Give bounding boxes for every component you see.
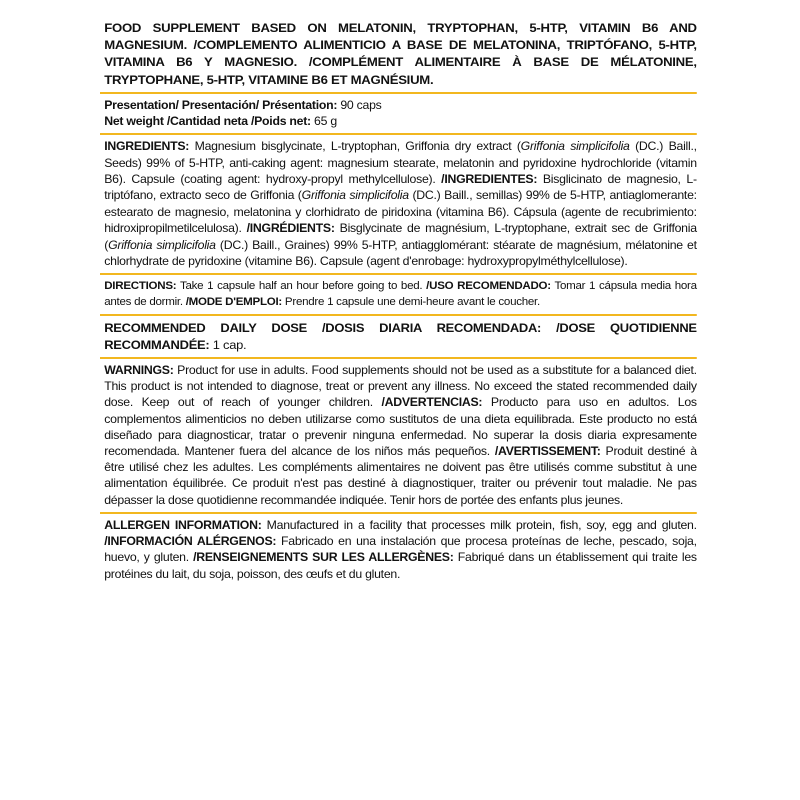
allergen-es: Fabricado en una instalación que procesa proteínas de leche, pescado, soja, huevo, y gluten.: [104, 535, 697, 565]
ingredients-label-es: /INGREDIENTES:: [441, 173, 538, 187]
warnings-en: Product for use in adults. Food supplements should not be used as a substitute for a balanced diet. This product is not intended to diagnose, treat or prevent any illness. No exceed the stated recommended daily dose. Keep out of reach of younger children.: [104, 364, 697, 410]
directions-section: [100, 279, 697, 311]
warnings-text: [104, 363, 697, 509]
net-weight-label: Net weight /Cantidad neta /Poids net:: [104, 115, 311, 129]
section-divider: [100, 133, 697, 135]
supplement-label: [100, 20, 697, 583]
allergen-label-en: ALLERGEN INFORMATION:: [104, 518, 262, 532]
section-divider: [100, 273, 697, 275]
directions-text: [104, 279, 697, 311]
allergen-en: Manufactured in a facility that processes milk protein, fish, soy, egg and gluten.: [261, 518, 697, 532]
directions-label-fr: /MODE D'EMPLOI:: [185, 296, 282, 309]
warnings-label-fr: /AVERTISSEMENT:: [494, 445, 601, 459]
ingredients-fr-part2: (DC.) Baill., Graines) 99% 5-HTP, antiagglomérant: stéarate de magnésium, mélatonine et chlorhydrate de pyridoxine (vitamine B6). Capsule (agent d'enrobage: hydroxypropylméthylcellulose).: [104, 238, 697, 269]
section-divider: [100, 357, 697, 359]
allergen-section: [100, 518, 697, 583]
ingredients-fr-part1: Bisglycinate de magnésium, L-tryptophane, extrait sec de Griffonia (: [104, 222, 697, 252]
presentation-value: 90 caps: [337, 98, 382, 112]
directions-fr: Prendre 1 capsule une demi-heure avant le coucher.: [281, 296, 540, 309]
warnings-section: [100, 363, 697, 509]
section-divider: [100, 512, 697, 514]
ingredients-en-part1: Magnesium bisglycinate, L-tryptophan, Griffonia dry extract (: [189, 140, 521, 154]
daily-dose-value: 1 cap.: [209, 338, 247, 353]
ingredients-section: [100, 139, 697, 270]
ingredients-en-species: Griffonia simplicifolia: [520, 140, 630, 154]
ingredients-label-en: INGREDIENTS:: [104, 140, 190, 154]
warnings-fr: Produit destiné à être utilisé chez les adultes. Les compléments alimentaires ne doivent pas être utilisés comme substitut à une alimentation équilibrée. Ce produit n'est pas destiné à diagnostiquer, traiter ou prévenir tout maladie. Ne pas dépasser la dose quotidienne recommandée indiquée. Tenir hors de portée des enfants plus jeunes.: [104, 445, 697, 507]
daily-dose-section: [100, 320, 697, 354]
allergen-text: [104, 518, 697, 583]
ingredients-label-fr: /INGRÉDIENTS:: [246, 222, 335, 236]
directions-label-en: DIRECTIONS:: [104, 280, 177, 293]
ingredients-es-part1: Bisglicinato de magnesio, L-triptófano, extracto seco de Griffonia (: [104, 173, 697, 203]
net-weight-line: [104, 114, 697, 130]
presentation-section: [100, 98, 697, 130]
section-divider: [100, 314, 697, 316]
ingredients-text: [104, 139, 697, 270]
ingredients-es-part2: (DC.) Baill., semillas) 99% de 5-HTP, antiaglomerante: estearato de magnesio, melatonina y clorhidrato de piridoxina (vitamina B6). Cápsula (agente de recubrimiento: hidroxipropilmetilcelulosa).: [104, 189, 697, 236]
daily-dose-text: [104, 320, 697, 354]
presentation-line: [104, 98, 697, 114]
ingredients-en-part2: (DC.) Baill., Seeds) 99% of 5-HTP, anti-caking agent: magnesium stearate, melatonin and pyridoxine hydrochloride (vitamin B6). Capsule (coating agent: hydroxy-propyl methylcellulose).: [104, 140, 697, 187]
product-title: [100, 20, 697, 89]
warnings-es: Producto para uso en adultos. Los complementos alimenticios no deben utilizarse como sustitutos de una dieta equilibrada. Este producto no está diseñado para diagnosticar, tratar o prevenir ninguna enfermedad. No superar la dosis diaria expresamente recomendada. Mantener fuera del alcance de los niños más pequeños.: [104, 396, 697, 459]
ingredients-fr-species: Griffonia simplicifolia: [108, 238, 216, 252]
directions-label-es: /USO RECOMENDADO:: [426, 280, 551, 293]
warnings-label-en: WARNINGS:: [104, 364, 174, 378]
product-title-text: FOOD SUPPLEMENT BASED ON MELATONIN, TRYPTOPHAN, 5-HTP, VITAMIN B6 AND MAGNESIUM. /COMPLEMENTO ALIMENTICIO A BASE DE MELATONINA, TRIPTÓFANO, 5-HTP, VITAMINA B6 Y MAGNESIO. /COMPLÉMENT ALIMENTAIRE À BASE DE MÉLATONINE, TRYPTOPHANE, 5-HTP, VITAMINE B6 ET MAGNÉSIUM.: [104, 21, 697, 87]
daily-dose-label: RECOMMENDED DAILY DOSE /DOSIS DIARIA RECOMENDADA: /DOSE QUOTIDIENNE RECOMMANDÉE:: [104, 321, 697, 353]
section-divider: [100, 92, 697, 94]
directions-en: Take 1 capsule half an hour before going to bed.: [176, 280, 427, 293]
ingredients-es-species: Griffonia simplicifolia: [301, 189, 409, 203]
allergen-label-es: /INFORMACIÓN ALÉRGENOS:: [104, 535, 277, 549]
allergen-fr: Fabriqué dans un établissement qui traite les protéines du lait, du soja, poisson, des œufs et du gluten.: [104, 551, 697, 581]
presentation-label: Presentation/ Presentación/ Présentation:: [104, 98, 338, 112]
directions-es: Tomar 1 cápsula media hora antes de dormir.: [104, 280, 697, 309]
allergen-label-fr: /RENSEIGNEMENTS SUR LES ALLERGÈNES:: [193, 551, 454, 565]
net-weight-value: 65 g: [310, 115, 337, 129]
warnings-label-es: /ADVERTENCIAS:: [381, 396, 483, 410]
